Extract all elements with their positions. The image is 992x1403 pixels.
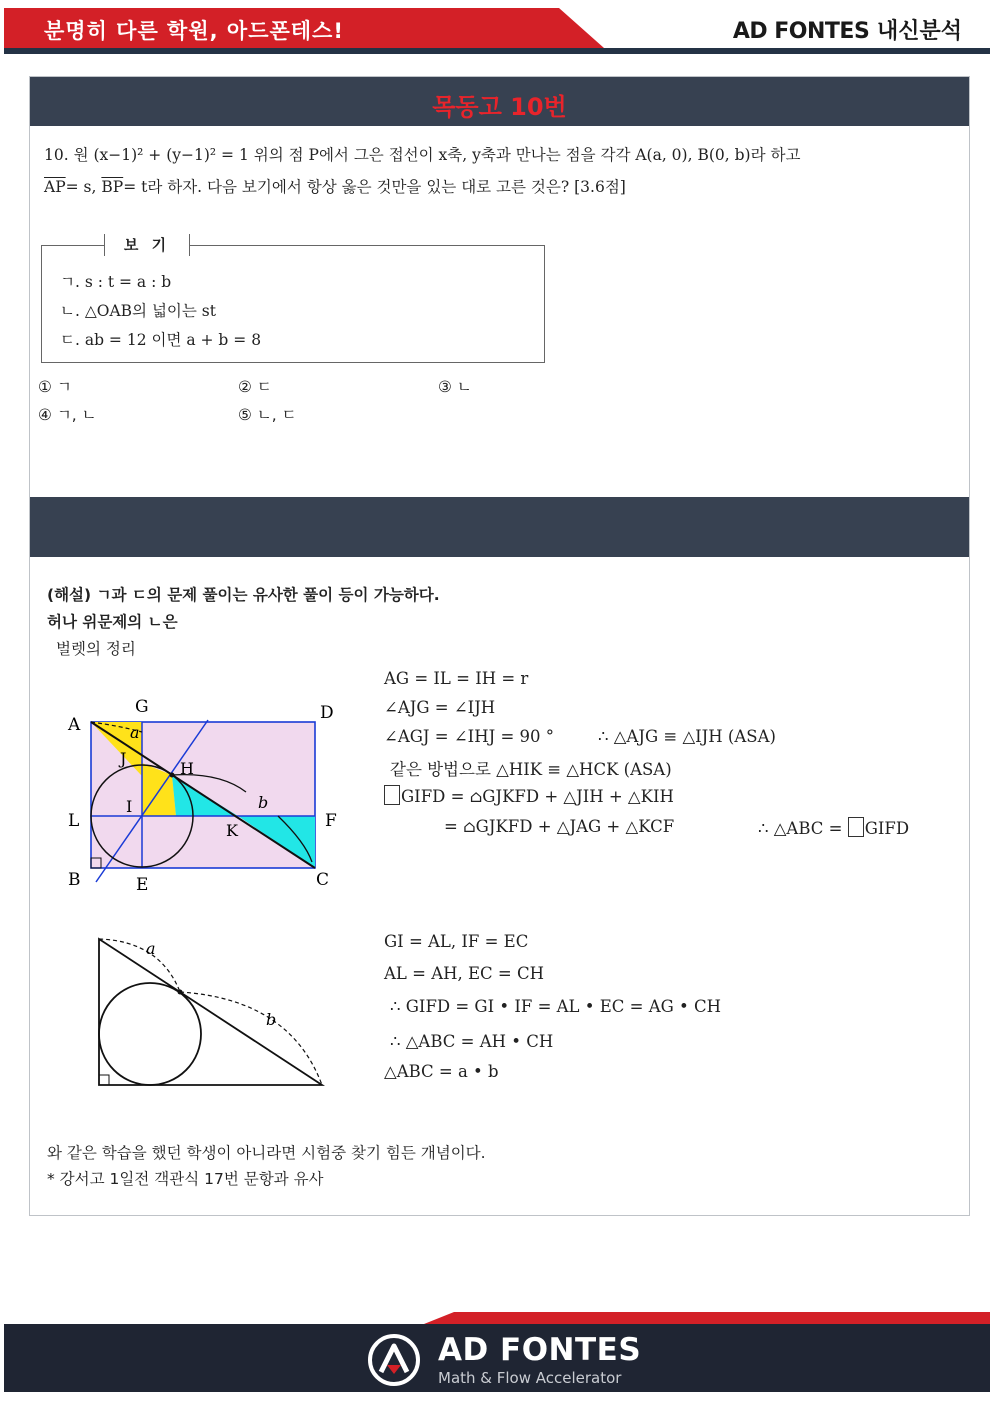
header-slogan: 분명히 다른 학원, 아드폰테스! bbox=[44, 19, 344, 43]
problem-title: 목동고 10번 bbox=[432, 93, 567, 121]
solution-bar bbox=[30, 497, 969, 557]
right-angle-mark-2 bbox=[99, 1075, 109, 1085]
eq-b-4: ∴ △ABC = AH • CH bbox=[390, 1032, 554, 1051]
eq-a-5-text: GIFD = ⌂GJKFD + △JIH + △KIH bbox=[401, 787, 674, 806]
header-brand bbox=[733, 14, 962, 45]
footer-red-band bbox=[424, 1312, 990, 1324]
footer-brand-name: AD FONTES bbox=[438, 1332, 642, 1368]
square-symbol bbox=[848, 817, 864, 837]
choice-2[interactable]: ② ㄷ bbox=[238, 378, 272, 396]
label-e: E bbox=[136, 875, 149, 892]
ad-fontes-logo-icon bbox=[366, 1332, 422, 1388]
question-line-2b: = t라 하자. 다음 보기에서 항상 옳은 것만을 있는 대로 고른 것은? [3.6점] bbox=[123, 178, 626, 196]
eq-a-3a: ∠AGJ = ∠IHJ = 90 ° bbox=[384, 727, 555, 746]
bogi-title: 보 기 bbox=[104, 234, 190, 256]
bogi-item-1: ㄱ. s : t = a : b bbox=[60, 273, 172, 291]
label-a-2: a bbox=[146, 939, 156, 958]
segment-bp: $\overline{BP}$ bbox=[101, 178, 124, 196]
header-section: 내신분석 bbox=[876, 19, 962, 44]
label-j: J bbox=[120, 749, 127, 768]
figure-right-triangle bbox=[90, 929, 330, 1089]
bogi-item-3: ㄷ. ab = 12 이면 a + b = 8 bbox=[60, 331, 262, 349]
eq-a-1: AG = IL = IH = r bbox=[384, 669, 529, 688]
question-line-2a: = s, bbox=[65, 178, 102, 196]
label-len-a: a bbox=[130, 723, 140, 742]
eq-a-3b: ∴ △AJG ≡ △IJH (ASA) bbox=[598, 727, 776, 746]
eq-a-2: ∠AJG = ∠IJH bbox=[384, 698, 496, 717]
eq-a-6b-text: ∴ △ABC = bbox=[758, 819, 848, 838]
label-a: A bbox=[68, 715, 81, 735]
page-header bbox=[4, 8, 990, 54]
label-g: G bbox=[135, 697, 149, 717]
label-len-b: b bbox=[258, 793, 269, 812]
footer-tagline: Math & Flow Accelerator bbox=[438, 1369, 622, 1387]
eq-b-3: ∴ GIFD = GI • IF = AL • EC = AG • CH bbox=[390, 997, 722, 1016]
eq-a-6: = ⌂GJKFD + △JAG + △KCF bbox=[444, 817, 675, 836]
eq-a-4: 같은 방법으로 △HIK ≡ △HCK (ASA) bbox=[390, 760, 672, 779]
choice-3[interactable]: ③ ㄴ bbox=[438, 378, 472, 396]
figure-rectangle-proof bbox=[60, 692, 350, 892]
square-symbol bbox=[384, 785, 400, 805]
label-b: B bbox=[68, 870, 81, 890]
label-b-2: b bbox=[266, 1010, 277, 1029]
label-i: I bbox=[126, 797, 133, 816]
question-line-1: 10. 원 (x−1)² + (y−1)² = 1 위의 점 P에서 그은 접선이 x축, y축과 만나는 점을 각각 A(a, 0), B(0, b)라 하고 bbox=[44, 146, 801, 164]
page-footer bbox=[4, 1312, 990, 1392]
label-f: F bbox=[325, 811, 337, 831]
eq-b-1: GI = AL, IF = EC bbox=[384, 932, 529, 951]
label-k: K bbox=[226, 821, 238, 840]
header-brand-name: AD FONTES bbox=[732, 19, 870, 44]
label-c: C bbox=[316, 870, 330, 890]
eq-a-5 bbox=[384, 785, 674, 806]
eq-a-6b bbox=[758, 817, 909, 838]
eq-b-2: AL = AH, EC = CH bbox=[384, 964, 544, 983]
header-navy-line bbox=[4, 48, 990, 54]
problem-box bbox=[29, 76, 970, 1216]
label-l: L bbox=[68, 811, 80, 831]
triangle-outline bbox=[99, 939, 322, 1085]
label-h: H bbox=[180, 759, 194, 778]
choice-5[interactable]: ⑤ ㄴ, ㄷ bbox=[238, 406, 297, 424]
problem-title-bar bbox=[30, 77, 969, 126]
question-line-2 bbox=[44, 171, 954, 203]
point-h bbox=[170, 773, 175, 778]
choice-4[interactable]: ④ ㄱ, ㄴ bbox=[38, 406, 97, 424]
label-d: D bbox=[320, 703, 334, 723]
outro-line-2: * 강서고 1일전 객관식 17번 문항과 유사 bbox=[47, 1170, 324, 1188]
question-text bbox=[44, 139, 954, 203]
choice-1[interactable]: ① ㄱ bbox=[38, 378, 72, 396]
solution-line-3: 벌렛의 정리 bbox=[56, 640, 136, 658]
solution-line-1: (해설) ㄱ과 ㄷ의 문제 풀이는 유사한 풀이 등이 가능하다. bbox=[47, 586, 440, 604]
segment-ap: $\overline{AP}$ bbox=[44, 178, 66, 196]
bogi-item-2: ㄴ. △OAB의 넓이는 st bbox=[60, 302, 216, 320]
bogi-box bbox=[41, 236, 545, 363]
solution-line-2: 허나 위문제의 ㄴ은 bbox=[47, 613, 178, 631]
eq-a-6c-text: GIFD bbox=[864, 819, 910, 838]
triangle-incircle bbox=[99, 983, 201, 1085]
eq-b-5: △ABC = a • b bbox=[384, 1062, 499, 1081]
outro-line-1: 와 같은 학습을 했던 학생이 아니라면 시험중 찾기 힘든 개념이다. bbox=[47, 1144, 486, 1162]
